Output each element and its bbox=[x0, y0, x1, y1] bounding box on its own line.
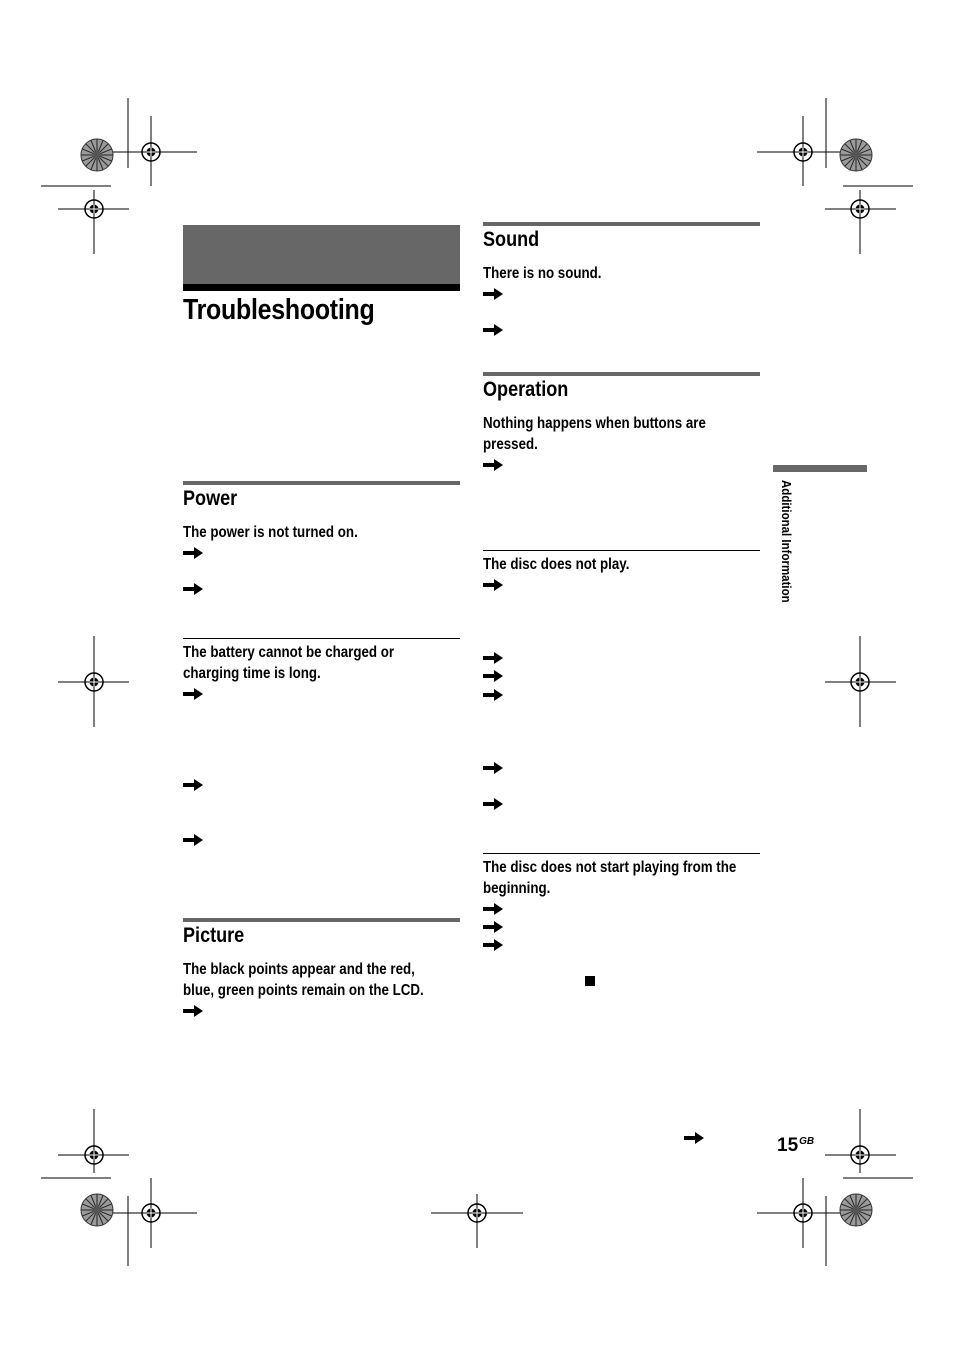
continued-arrow-icon bbox=[684, 1132, 704, 1144]
picture-question-1-line-2: blue, green points remain on the LCD. bbox=[183, 982, 424, 999]
right-arrow-icon bbox=[483, 798, 503, 810]
sound-section-rule bbox=[483, 222, 760, 226]
divider bbox=[483, 550, 760, 551]
divider bbox=[483, 853, 760, 854]
operation-question-2: The disc does not play. bbox=[483, 556, 630, 573]
right-arrow-icon bbox=[483, 324, 503, 336]
right-arrow-icon bbox=[183, 834, 203, 846]
right-arrow-icon bbox=[483, 762, 503, 774]
right-arrow-icon bbox=[483, 921, 503, 933]
operation-question-1-line-2: pressed. bbox=[483, 436, 538, 453]
operation-question-1-line-1: Nothing happens when buttons are bbox=[483, 415, 706, 432]
power-question-2-line-2: charging time is long. bbox=[183, 665, 321, 682]
stop-symbol-icon bbox=[585, 976, 595, 986]
operation-question-3-line-1: The disc does not start playing from the bbox=[483, 859, 737, 876]
page-number-value: 15 bbox=[777, 1135, 799, 1156]
power-section-rule bbox=[183, 481, 460, 485]
right-arrow-icon bbox=[183, 1005, 203, 1017]
right-arrow-icon bbox=[483, 459, 503, 471]
page-number-suffix: GB bbox=[799, 1136, 815, 1147]
right-arrow-icon bbox=[483, 579, 503, 591]
operation-heading: Operation bbox=[483, 378, 569, 401]
side-tab-bar bbox=[773, 465, 867, 472]
right-arrow-icon bbox=[483, 939, 503, 951]
right-arrow-icon bbox=[483, 689, 503, 701]
operation-question-3-line-2: beginning. bbox=[483, 880, 551, 897]
page-number bbox=[777, 1135, 814, 1157]
power-heading: Power bbox=[183, 487, 238, 510]
right-arrow-icon bbox=[183, 583, 203, 595]
right-arrow-icon bbox=[183, 688, 203, 700]
title-rule bbox=[183, 284, 460, 291]
picture-section-rule bbox=[183, 918, 460, 922]
right-arrow-icon bbox=[183, 547, 203, 559]
power-question-1: The power is not turned on. bbox=[183, 524, 358, 541]
operation-section-rule bbox=[483, 372, 760, 376]
right-arrow-icon bbox=[483, 670, 503, 682]
right-arrow-icon bbox=[483, 903, 503, 915]
side-tab-label: Additional Information bbox=[779, 480, 793, 603]
sound-question-1: There is no sound. bbox=[483, 265, 602, 282]
page-title: Troubleshooting bbox=[183, 294, 375, 326]
power-question-2-line-1: The battery cannot be charged or bbox=[183, 644, 395, 661]
title-band bbox=[183, 225, 460, 284]
divider bbox=[183, 638, 460, 639]
picture-heading: Picture bbox=[183, 924, 245, 947]
picture-question-1-line-1: The black points appear and the red, bbox=[183, 961, 415, 978]
right-arrow-icon bbox=[183, 779, 203, 791]
right-arrow-icon bbox=[483, 652, 503, 664]
sound-heading: Sound bbox=[483, 228, 540, 251]
right-arrow-icon bbox=[483, 288, 503, 300]
